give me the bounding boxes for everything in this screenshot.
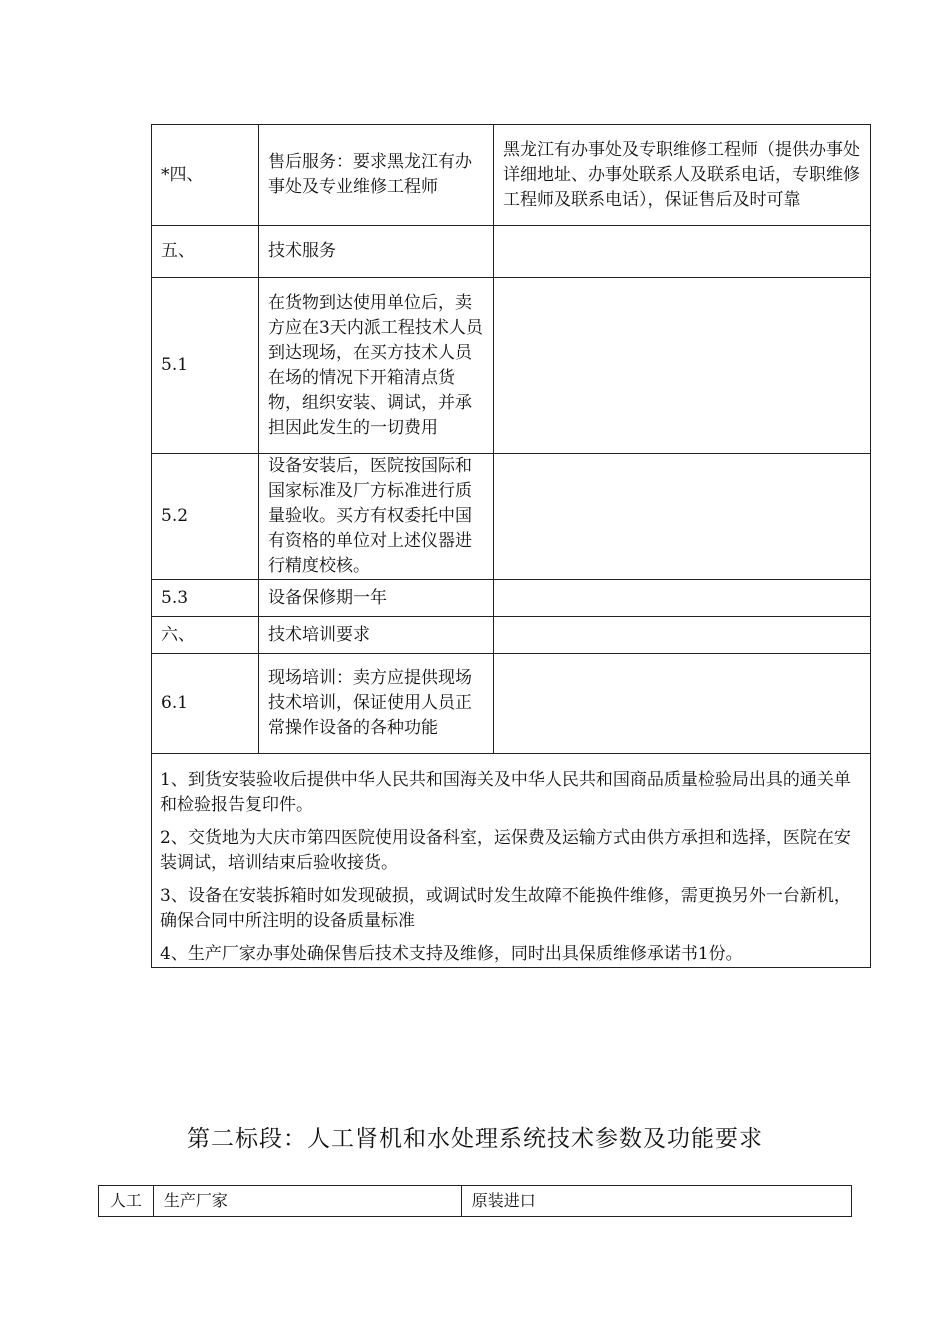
row-item: 设备安装后，医院按国际和国家标准及厂方标准进行质量验收。买方有权委托中国有资格的单位对上述仪器进行精度校核。: [259, 454, 494, 580]
param-value-cell: 原装进口: [461, 1186, 851, 1217]
parameters-table: [98, 1185, 852, 1217]
note-3: 3、设备在安装拆箱时如发现破损，或调试时发生故障不能换件维修，需更换另外一台新机，确保合同中所注明的设备质量标准: [160, 886, 851, 931]
table-row: [152, 580, 871, 617]
row-response: [494, 580, 871, 617]
row-item: 技术服务: [259, 226, 494, 278]
row-item: 售后服务：要求黑龙江有办事处及专业维修工程师: [259, 125, 494, 226]
section-heading: 第二标段：人工肾机和水处理系统技术参数及功能要求: [187, 1126, 763, 1152]
table-row: [152, 454, 871, 580]
row-item: 设备保修期一年: [259, 580, 494, 617]
row-response: 黑龙江有办事处及专职维修工程师（提供办事处详细地址、办事处联系人及联系电话，专职维修工程师及联系电话），保证售后及时可靠: [494, 125, 871, 226]
table-row: [152, 226, 871, 278]
note-2: 2、交货地为大庆市第四医院使用设备科室，运保费及运输方式由供方承担和选择，医院在安装调试，培训结束后验收接货。: [160, 828, 851, 873]
row-number: 5.2: [152, 454, 259, 580]
row-response: [494, 278, 871, 454]
note-1: 1、到货安装验收后提供中华人民共和国海关及中华人民共和国商品质量检验局出具的通关单和检验报告复印件。: [160, 770, 851, 815]
param-name-cell: 生产厂家: [153, 1186, 461, 1217]
row-item: 在货物到达使用单位后，卖方应在3天内派工程技术人员到达现场，在买方技术人员在场的情况下开箱清点货物，组织安装、调试，并承担因此发生的一切费用: [259, 278, 494, 454]
notes-cell: [152, 754, 871, 968]
row-item: 现场培训：卖方应提供现场技术培训，保证使用人员正常操作设备的各种功能: [259, 654, 494, 754]
row-number: *四、: [152, 125, 259, 226]
notes-row: [152, 754, 871, 968]
row-number: 5.3: [152, 580, 259, 617]
note-4: 4、生产厂家办事处确保售后技术支持及维修，同时出具保质维修承诺书1份。: [160, 944, 743, 964]
row-response: [494, 617, 871, 654]
table-row: [99, 1186, 852, 1217]
table-row: [152, 654, 871, 754]
row-number: 六、: [152, 617, 259, 654]
requirements-table: [151, 124, 871, 968]
table-row: [152, 617, 871, 654]
row-response: [494, 226, 871, 278]
row-response: [494, 454, 871, 580]
row-response: [494, 654, 871, 754]
row-item: 技术培训要求: [259, 617, 494, 654]
row-number: 5.1: [152, 278, 259, 454]
category-cell: 人工: [99, 1186, 154, 1217]
table-row: [152, 278, 871, 454]
row-number: 6.1: [152, 654, 259, 754]
row-number: 五、: [152, 226, 259, 278]
table-row: [152, 125, 871, 226]
